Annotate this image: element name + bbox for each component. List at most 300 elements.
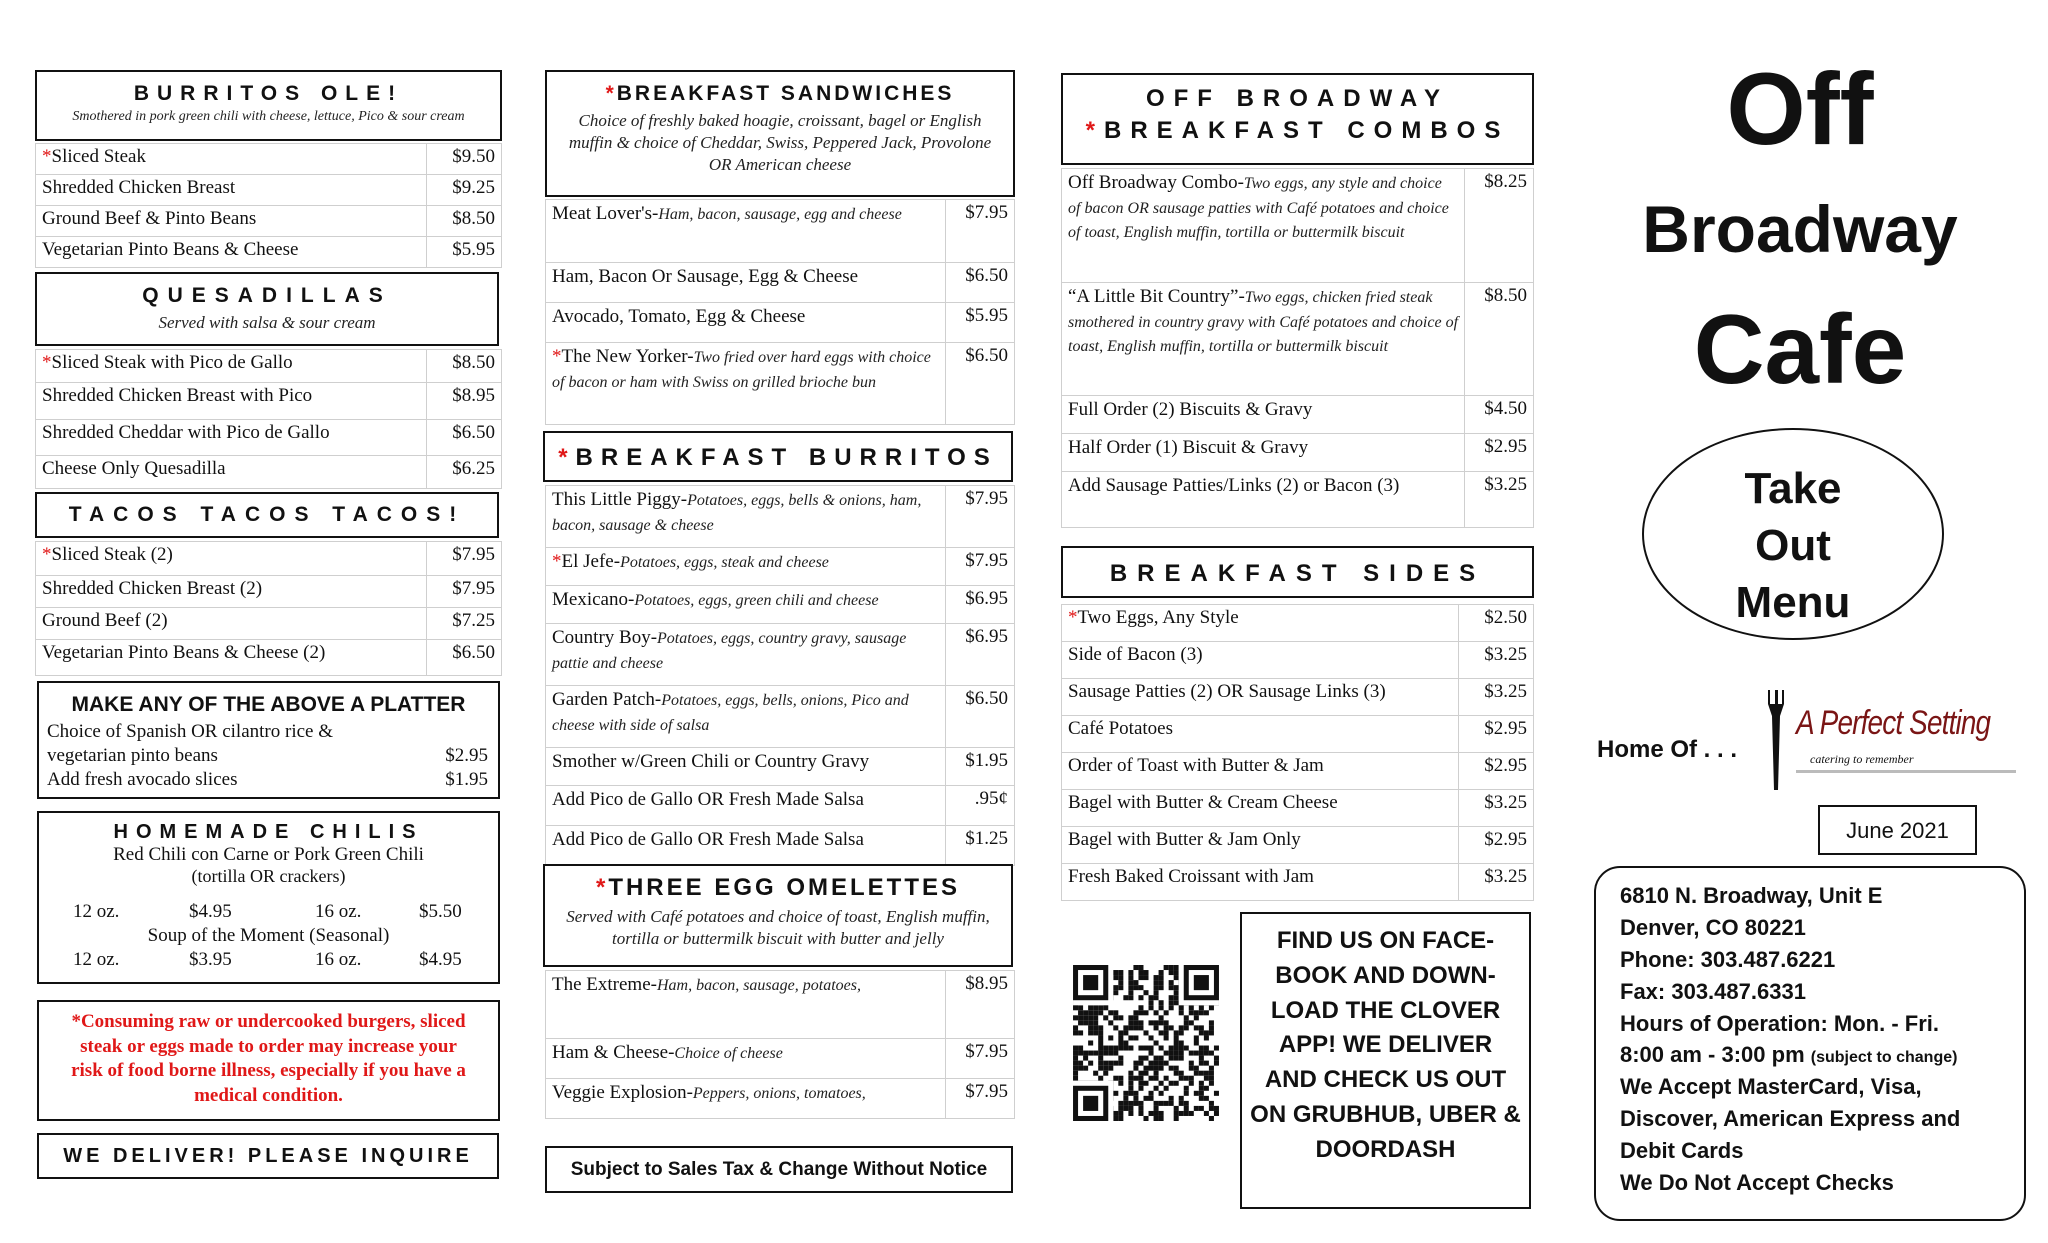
qr-module (1143, 1081, 1148, 1086)
logo-name: A Perfect Setting (1796, 704, 1991, 742)
contact-hours2-row (1620, 1039, 2000, 1071)
qr-module (1073, 1071, 1078, 1076)
platter-title: MAKE ANY OF THE ABOVE A PLATTER (71, 693, 466, 716)
qr-module (1143, 1056, 1148, 1061)
sandwiches-star: * (605, 82, 617, 105)
qr-module (1194, 1106, 1199, 1111)
item-price: $2.50 (1459, 605, 1534, 642)
qr-module (1209, 1005, 1214, 1010)
qr-code[interactable] (1073, 965, 1219, 1121)
qr-module (1174, 1081, 1179, 1086)
qr-module (1209, 1020, 1214, 1025)
home-of: Home Of . . . (1597, 736, 1738, 763)
qr-module (1108, 1066, 1113, 1071)
qr-module (1174, 1000, 1179, 1005)
platter-price2: $1.95 (445, 769, 488, 790)
qr-module (1159, 985, 1164, 990)
qr-module (1128, 990, 1133, 995)
item-name: Bagel with Butter & Cream Cheese (1068, 792, 1338, 813)
qr-module (1118, 1015, 1123, 1020)
bburritos-header (543, 431, 1013, 482)
item-name: Ground Beef (2) (42, 610, 168, 631)
sandwiches-title-row (547, 82, 1013, 106)
qr-module (1118, 1056, 1123, 1061)
qr-module (1174, 975, 1179, 980)
qr-module (1209, 1051, 1214, 1056)
qr-module (1128, 1081, 1133, 1086)
qr-module (1174, 995, 1179, 1000)
platter-line3: Add fresh avocado slices (47, 769, 238, 790)
qr-module (1078, 1066, 1083, 1071)
qr-module (1118, 1101, 1123, 1106)
qr-module (1128, 1101, 1133, 1106)
item-name: Vegetarian Pinto Beans & Cheese (42, 239, 299, 260)
item-price: $4.50 (1465, 396, 1534, 434)
item-star: * (552, 346, 562, 367)
qr-module (1154, 1071, 1159, 1076)
item-cell (1062, 283, 1465, 396)
qr-module (1204, 1071, 1209, 1076)
item-price: $6.95 (946, 586, 1015, 624)
qr-module (1194, 1071, 1199, 1076)
qr-module (1118, 1076, 1123, 1081)
item-cell (546, 748, 946, 786)
qr-module (1189, 1081, 1194, 1086)
item-desc: Potatoes, eggs, country gravy, sausage pattie and cheese (552, 630, 907, 672)
qr-module (1143, 1071, 1148, 1076)
contact-hours2: 8:00 am - 3:00 pm (1620, 1042, 1805, 1068)
burritos-header (35, 70, 502, 141)
item-cell (546, 200, 946, 263)
fork-knife-icon (1762, 690, 1792, 790)
qr-module (1179, 1111, 1184, 1116)
item-cell (546, 1039, 946, 1079)
qr-module (1154, 975, 1159, 980)
qr-module (1118, 1061, 1123, 1066)
item-cell (546, 343, 946, 425)
item-name-cell (36, 542, 427, 576)
item-name-cell (36, 237, 427, 268)
table-row (546, 263, 1015, 303)
qr-module (1169, 1066, 1174, 1071)
qr-module (1118, 975, 1123, 980)
qr-module (1078, 1020, 1083, 1025)
contact-payment: We Accept MasterCard, Visa, Discover, American Express and Debit Cards (1620, 1074, 1961, 1164)
qr-module (1149, 1020, 1154, 1025)
item-name: El Jefe- (561, 551, 621, 572)
qr-module (1118, 1111, 1123, 1116)
qr-module (1113, 1051, 1118, 1056)
qr-module (1164, 1076, 1169, 1081)
item-name-cell (1062, 827, 1459, 864)
qr-module (1103, 1066, 1108, 1071)
qr-module (1199, 1025, 1204, 1030)
qr-module (1199, 1091, 1204, 1096)
qr-module (1149, 1061, 1154, 1066)
item-star: * (552, 551, 562, 572)
table-row (1062, 169, 1534, 283)
chilis-price1b: $5.50 (419, 901, 462, 922)
qr-module (1199, 1046, 1204, 1051)
contact-hours-note: (subject to change) (1810, 1049, 1958, 1067)
omelettes-subtitle: Served with Café potatoes and choice of toast, English muffin, tortilla or buttermilk biscuit with butter and jelly (566, 907, 990, 949)
qr-module (1159, 1030, 1164, 1035)
table-row (1062, 396, 1534, 434)
logo-rule (1796, 770, 2016, 773)
qr-module (1199, 1061, 1204, 1066)
qr-module (1154, 1025, 1159, 1030)
qr-module (1199, 1030, 1204, 1035)
qr-module (1118, 1106, 1123, 1111)
qr-module (1154, 1056, 1159, 1061)
item-name: This Little Piggy- (552, 489, 688, 510)
qr-module (1083, 1056, 1088, 1061)
table-row (546, 303, 1015, 343)
qr-module (1143, 975, 1148, 980)
tax-note-box (545, 1146, 1013, 1193)
qr-module (1214, 1061, 1219, 1066)
takeout-line2: Out (1755, 521, 1831, 571)
qr-module (1073, 1030, 1078, 1035)
item-name: Cheese Only Quesadilla (42, 458, 226, 479)
qr-module (1143, 1096, 1148, 1101)
qr-module (1194, 1015, 1199, 1020)
item-name-cell (36, 350, 427, 383)
item-name: Side of Bacon (3) (1068, 644, 1203, 665)
item-name: Mexicano- (552, 589, 635, 610)
item-price: $9.50 (427, 144, 502, 175)
qr-module (1138, 1061, 1143, 1066)
item-name: Ground Beef & Pinto Beans (42, 208, 257, 229)
qr-module (1174, 1051, 1179, 1056)
qr-module (1154, 1066, 1159, 1071)
qr-module (1164, 1020, 1169, 1025)
qr-module (1133, 1010, 1138, 1015)
qr-module (1078, 1015, 1083, 1020)
qr-module (1093, 1005, 1098, 1010)
qr-module (1123, 1096, 1128, 1101)
qr-module (1083, 1015, 1088, 1020)
qr-module (1149, 1046, 1154, 1051)
qr-module (1179, 1076, 1184, 1081)
qr-module (1149, 1005, 1154, 1010)
qr-module (1103, 1051, 1108, 1056)
item-desc: Potatoes, eggs, bells, onions, Pico and cheese with side of salsa (552, 692, 909, 734)
item-name-cell (36, 383, 427, 420)
qr-module (1199, 1051, 1204, 1056)
qr-module (1078, 1061, 1083, 1066)
qr-module (1154, 1020, 1159, 1025)
qr-module (1088, 1015, 1093, 1020)
item-name-cell (36, 640, 427, 676)
qr-module (1154, 1076, 1159, 1081)
chilis-box (37, 811, 500, 984)
item-price: $1.95 (946, 748, 1015, 786)
bburritos-star: * (558, 444, 576, 471)
qr-module (1133, 1015, 1138, 1020)
qr-module (1093, 1015, 1098, 1020)
qr-module (1214, 1111, 1219, 1116)
sandwiches-table (545, 199, 1015, 425)
combos-title2: BREAKFAST COMBOS (1104, 117, 1510, 144)
qr-module (1154, 1061, 1159, 1066)
item-price: $7.95 (946, 486, 1015, 548)
qr-module (1169, 1051, 1174, 1056)
tax-note: Subject to Sales Tax & Change Without Notice (570, 1159, 988, 1180)
qr-module (1133, 1061, 1138, 1066)
qr-module (1184, 1046, 1189, 1051)
qr-module (1073, 1061, 1078, 1066)
item-price: .95¢ (946, 786, 1015, 826)
item-desc: Potatoes, eggs, green chili and cheese (634, 592, 879, 609)
menu-date: June 2021 (1846, 818, 1949, 843)
item-price: $8.25 (1465, 169, 1534, 283)
item-price: $5.95 (427, 237, 502, 268)
item-price: $3.25 (1465, 472, 1534, 528)
qr-module (1138, 1076, 1143, 1081)
qr-module (1088, 1025, 1093, 1030)
qr-module (1123, 1046, 1128, 1051)
qr-module (1169, 980, 1174, 985)
logo-tagline: catering to remember (1810, 752, 1914, 766)
quesadillas-table (35, 349, 502, 489)
contact-address1: 6810 N. Broadway, Unit E (1620, 883, 1883, 908)
table-row (546, 343, 1015, 425)
qr-module (1209, 1030, 1214, 1035)
qr-module (1169, 965, 1174, 970)
item-name-cell (1062, 605, 1459, 642)
qr-module (1149, 1051, 1154, 1056)
item-name: Veggie Explosion- (552, 1082, 693, 1103)
omelettes-title-row (545, 874, 1011, 902)
qr-module (1083, 1020, 1088, 1025)
item-cell (546, 786, 946, 826)
qr-module (1159, 1081, 1164, 1086)
table-row (36, 206, 502, 237)
item-cell (546, 624, 946, 686)
qr-module (1194, 1051, 1199, 1056)
qr-module (1184, 1025, 1189, 1030)
item-price: $6.50 (427, 420, 502, 456)
deliver-box (37, 1133, 499, 1179)
contact-phone[interactable]: Phone: 303.487.6221 (1620, 946, 1836, 972)
qr-module (1174, 1066, 1179, 1071)
qr-module (1123, 1025, 1128, 1030)
qr-module (1169, 1081, 1174, 1086)
qr-module (1194, 1010, 1199, 1015)
item-cell (546, 971, 946, 1039)
qr-module (1154, 995, 1159, 1000)
table-row (546, 624, 1015, 686)
item-price: $7.95 (946, 1079, 1015, 1119)
item-cell (546, 1079, 946, 1119)
qr-module (1088, 1005, 1093, 1010)
qr-module (1214, 1091, 1219, 1096)
burritos-table (35, 143, 502, 268)
qr-module (1159, 1046, 1164, 1051)
qr-module (1174, 1056, 1179, 1061)
qr-module (1093, 1030, 1098, 1035)
qr-module (1174, 965, 1179, 970)
qr-module (1138, 1081, 1143, 1086)
qr-module (1159, 1091, 1164, 1096)
item-name: Sliced Steak (51, 146, 146, 167)
qr-module (1113, 1076, 1118, 1081)
qr-module (1154, 985, 1159, 990)
qr-module (1184, 1091, 1189, 1096)
warning-text: *Consuming raw or undercooked burgers, sliced steak or eggs made to order may increase your risk of food borne illness, especially if you have a medical condition. (71, 1011, 466, 1107)
takeout-oval (1642, 428, 1944, 640)
qr-module (1133, 1066, 1138, 1071)
qr-module (1123, 995, 1128, 1000)
qr-module (1184, 1076, 1189, 1081)
qr-module (1073, 1025, 1078, 1030)
bburritos-title-row (545, 444, 1011, 472)
item-name: Shredded Chicken Breast (2) (42, 578, 263, 599)
qr-module (1154, 1040, 1159, 1045)
chilis-line2: (tortilla OR crackers) (191, 866, 346, 886)
qr-module (1088, 1030, 1093, 1035)
qr-module (1118, 1081, 1123, 1086)
qr-module (1169, 1056, 1174, 1061)
qr-module (1088, 1040, 1093, 1045)
table-row (1062, 679, 1534, 716)
qr-module (1149, 995, 1154, 1000)
qr-module (1174, 1040, 1179, 1045)
item-name: Add Sausage Patties/Links (2) or Bacon (3) (1068, 475, 1400, 496)
item-cell (546, 686, 946, 748)
qr-module (1078, 1005, 1083, 1010)
item-desc: Peppers, onions, tomatoes, (692, 1085, 866, 1102)
find-us-text: FIND US ON FACE-BOOK AND DOWN-LOAD THE CLOVER APP! WE DELIVER AND CHECK US OUT ON GRUBHUB, UBER & DOORDASH (1250, 927, 1521, 1163)
qr-module (1098, 1030, 1103, 1035)
qr-module (1184, 1015, 1189, 1020)
item-name: Shredded Cheddar with Pico de Gallo (42, 422, 330, 443)
qr-module (1093, 1010, 1098, 1015)
qr-module (1204, 1010, 1209, 1015)
quesadillas-title: QUESADILLAS (142, 284, 392, 307)
qr-module (1118, 970, 1123, 975)
table-row (36, 576, 502, 608)
qr-module (1088, 1020, 1093, 1025)
qr-module (1113, 970, 1118, 975)
qr-module (1133, 1091, 1138, 1096)
item-cell (546, 826, 946, 866)
item-price: $8.50 (427, 350, 502, 383)
qr-module (1199, 1005, 1204, 1010)
qr-module (1118, 1035, 1123, 1040)
qr-module (1154, 1010, 1159, 1015)
item-name: The New Yorker- (561, 346, 694, 367)
table-row (546, 786, 1015, 826)
qr-module (1128, 1076, 1133, 1081)
table-row (546, 486, 1015, 548)
qr-module (1093, 1051, 1098, 1056)
item-price: $6.95 (946, 624, 1015, 686)
qr-module (1108, 1035, 1113, 1040)
qr-module (1184, 1106, 1189, 1111)
qr-module (1133, 965, 1138, 970)
sides-header (1061, 546, 1534, 598)
item-price: $9.25 (427, 175, 502, 206)
qr-module (1164, 1010, 1169, 1015)
qr-module (1108, 1010, 1113, 1015)
item-star: * (42, 352, 52, 373)
qr-module (1159, 1111, 1164, 1116)
food-warning (37, 1000, 500, 1121)
chilis-size2: 16 oz. (315, 901, 362, 922)
qr-module (1169, 995, 1174, 1000)
qr-module (1138, 965, 1143, 970)
qr-module (1164, 1051, 1169, 1056)
item-desc: Choice of cheese (674, 1045, 783, 1062)
qr-module (1209, 1101, 1214, 1106)
table-row (1062, 864, 1534, 901)
qr-module (1204, 1035, 1209, 1040)
qr-module (1159, 1066, 1164, 1071)
item-price: $2.95 (1465, 434, 1534, 472)
qr-module (1128, 985, 1133, 990)
qr-module (1179, 1040, 1184, 1045)
qr-module (1123, 1106, 1128, 1111)
item-star: * (42, 544, 52, 565)
qr-module (1174, 1046, 1179, 1051)
qr-module (1143, 1046, 1148, 1051)
item-name-cell (36, 456, 427, 489)
qr-module (1113, 985, 1118, 990)
item-name-cell (36, 144, 427, 175)
platter-line1: Choice of Spanish OR cilantro rice & (47, 721, 333, 742)
qr-module (1194, 1066, 1199, 1071)
item-name: Fresh Baked Croissant with Jam (1068, 866, 1314, 887)
qr-module (1133, 1035, 1138, 1040)
qr-module (1204, 1096, 1209, 1101)
qr-module (1159, 980, 1164, 985)
brand-cafe: Cafe (1693, 294, 1907, 404)
table-row (546, 586, 1015, 624)
qr-module (1073, 1005, 1078, 1010)
item-name-cell (36, 576, 427, 608)
table-row (1062, 434, 1534, 472)
qr-module (1143, 970, 1148, 975)
qr-module (1184, 1101, 1189, 1106)
brand-off: Off (1726, 52, 1874, 166)
item-desc: Potatoes, eggs, bells & onions, ham, bacon, sausage & cheese (552, 492, 922, 534)
item-price: $3.25 (1459, 790, 1534, 827)
qr-module (1113, 990, 1118, 995)
item-price: $2.95 (1459, 716, 1534, 753)
qr-module (1138, 1101, 1143, 1106)
qr-module (1113, 1091, 1118, 1096)
qr-module (1189, 1061, 1194, 1066)
qr-module (1169, 1046, 1174, 1051)
qr-module (1149, 1000, 1154, 1005)
item-name: Smother w/Green Chili or Country Gravy (552, 751, 870, 772)
chilis-price1a: $4.95 (189, 901, 232, 922)
qr-module (1138, 1056, 1143, 1061)
item-star: * (42, 146, 52, 167)
qr-module (1078, 1046, 1083, 1051)
item-cell (546, 486, 946, 548)
qr-module (1159, 970, 1164, 975)
item-desc: Potatoes, eggs, steak and cheese (620, 554, 829, 571)
platter-price1: $2.95 (445, 745, 488, 766)
item-cell (546, 586, 946, 624)
qr-module (1133, 1101, 1138, 1106)
table-row (36, 144, 502, 175)
qr-module (1143, 1030, 1148, 1035)
qr-module (1143, 1010, 1148, 1015)
